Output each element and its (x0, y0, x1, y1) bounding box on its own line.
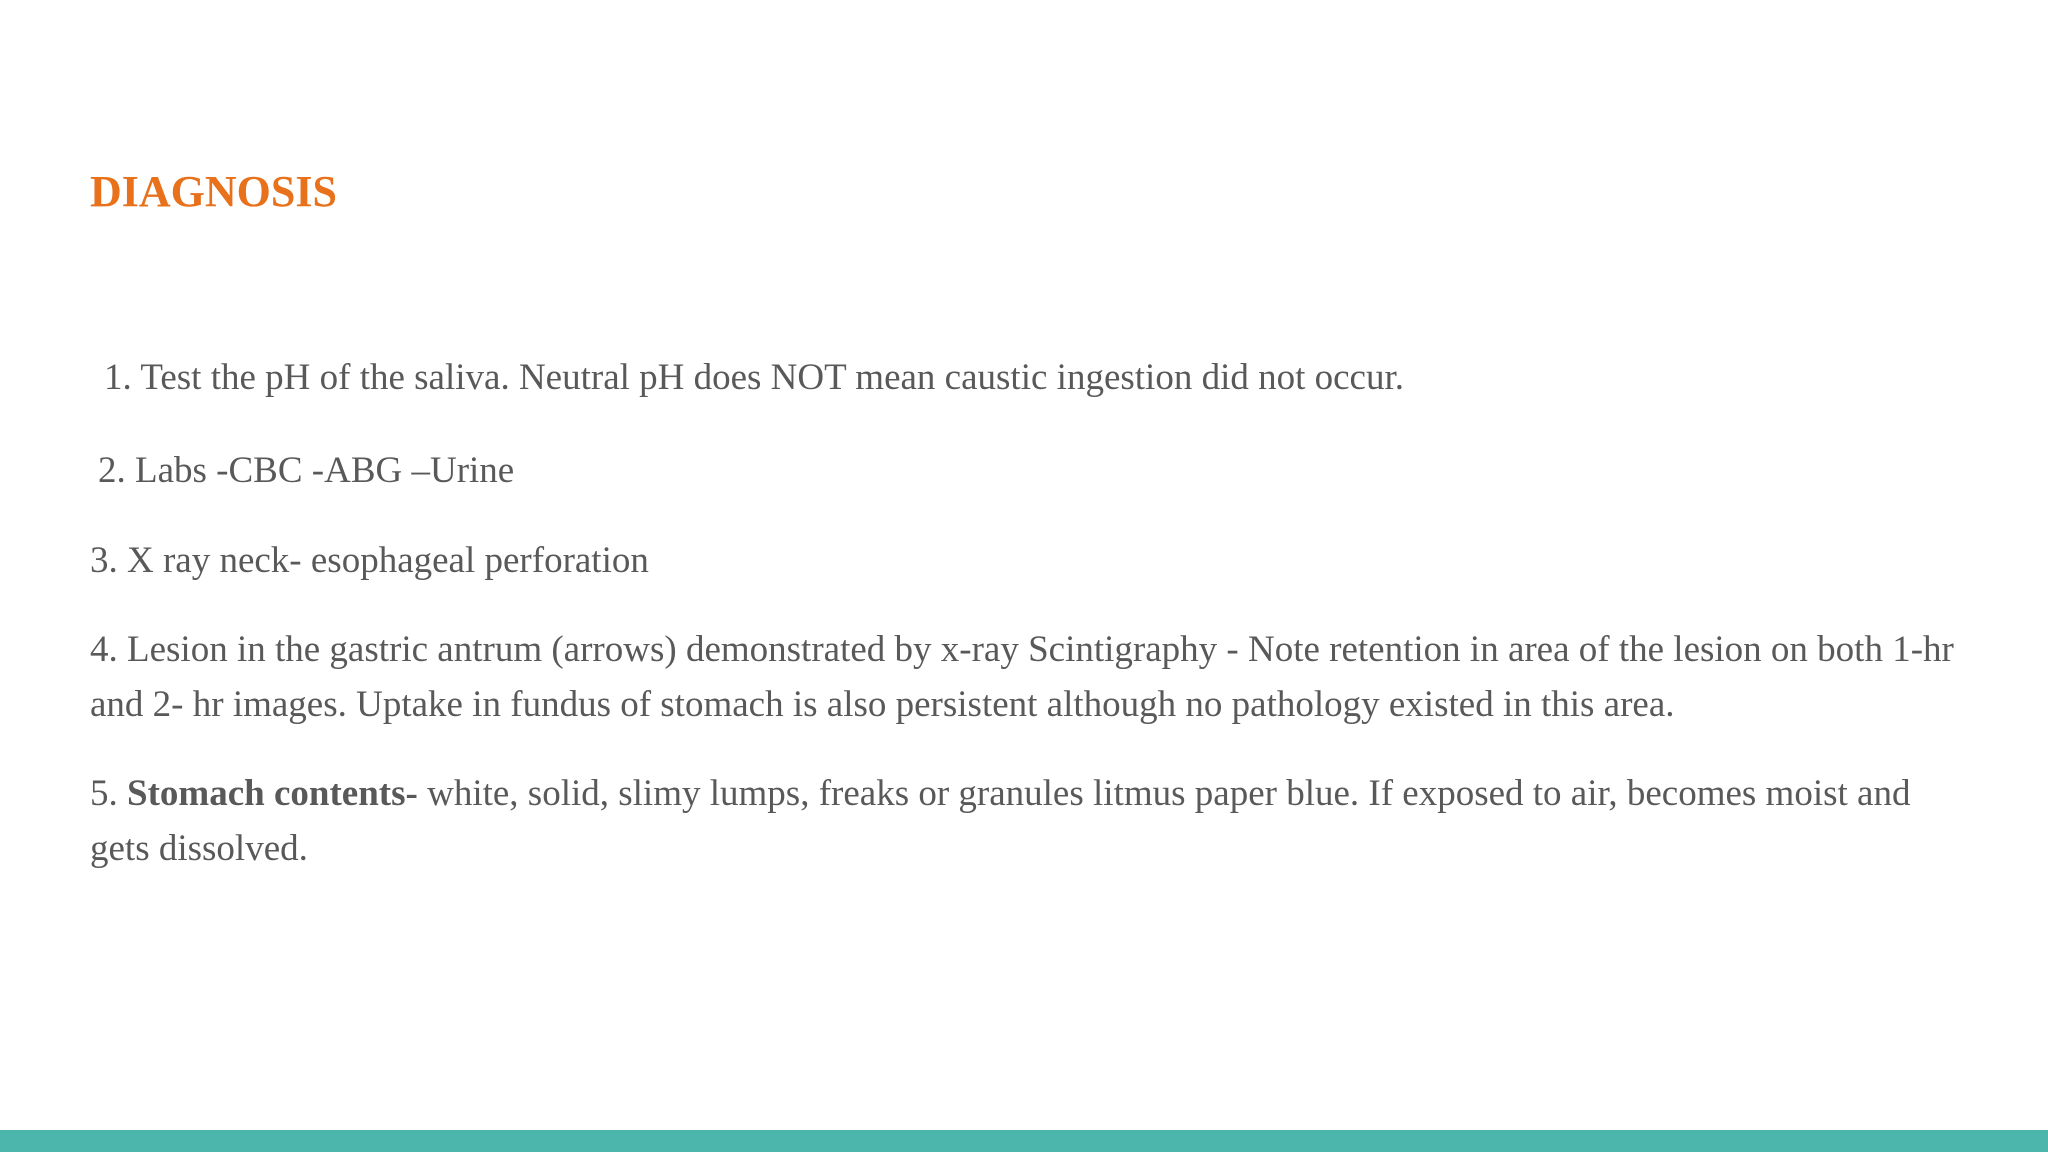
diagnosis-item-5-heading: Stomach contents- (127, 773, 418, 814)
diagnosis-item-2: 2. Labs -CBC -ABG –Urine (98, 450, 515, 491)
diagnosis-item-1: 1. Test the pH of the saliva. Neutral pH does NOT mean caustic ingestion did not occur. (104, 357, 1405, 398)
diagnosis-item-3: 3. X ray neck- esophageal perforation (90, 540, 649, 581)
footer-accent-bar (0, 1130, 2048, 1152)
slide-body (90, 350, 1970, 876)
diagnosis-item-5-text: white, solid, slimy lumps, freaks or granules litmus paper blue. If exposed to air, becomes moist and gets dissolved. (90, 773, 1911, 869)
diagnosis-item-5 (90, 766, 1970, 876)
slide-title: DIAGNOSIS (90, 167, 337, 216)
diagnosis-item-4: 4. Lesion in the gastric antrum (arrows) demonstrated by x-ray Scintigraphy - Note retention in area of the lesion on both 1-hr and 2- hr images. Uptake in fundus of stomach is also persistent although no pathology existed in this area. (90, 629, 1954, 725)
diagnosis-item-5-number: 5. (90, 773, 127, 814)
